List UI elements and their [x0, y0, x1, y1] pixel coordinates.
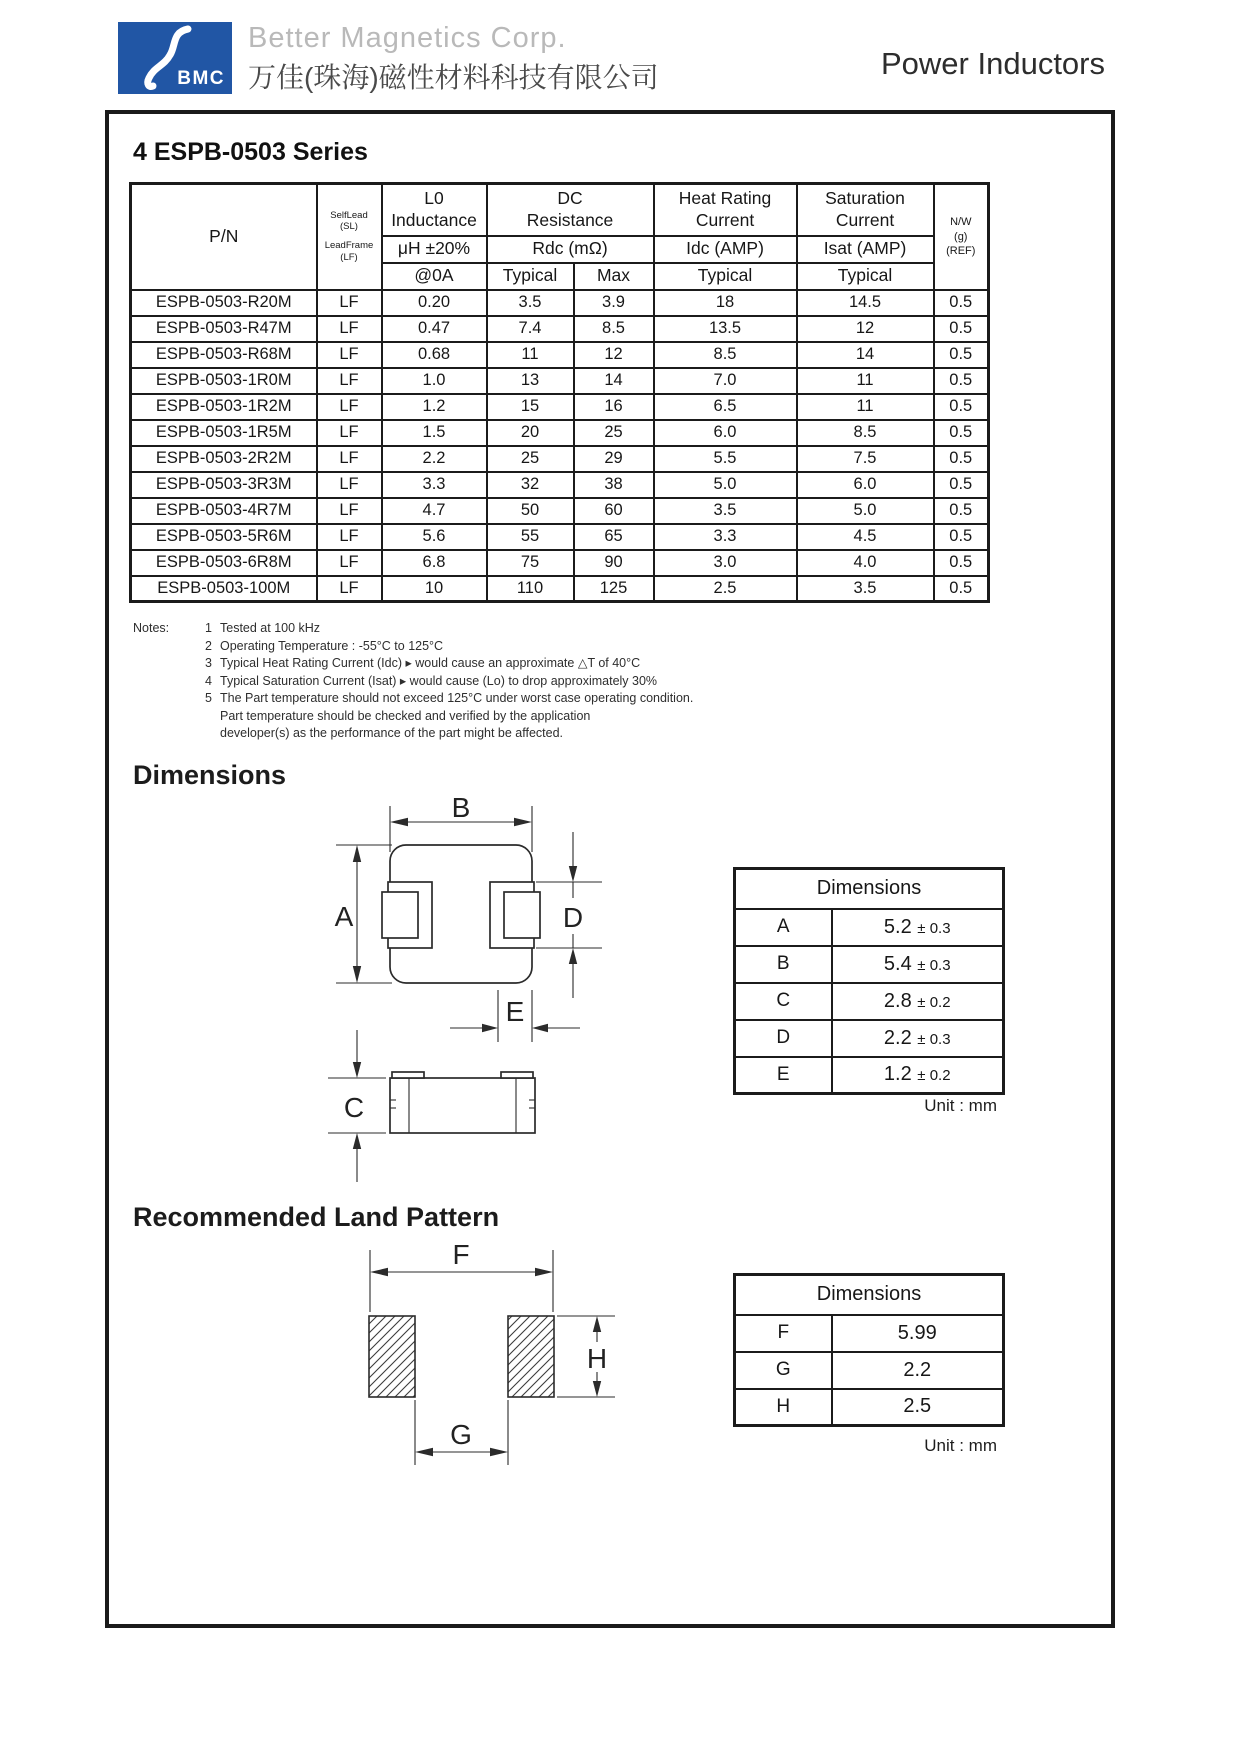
cell-pn: ESPB-0503-1R5M	[131, 420, 317, 446]
col-header-dc-resistance: DC Resistance	[487, 184, 654, 236]
dimension-row	[735, 946, 1004, 983]
cell-pn: ESPB-0503-2R2M	[131, 446, 317, 472]
col-sub-idc-typical: Typical	[654, 263, 797, 290]
col-header-heat-rating: Heat Rating Current	[654, 184, 797, 236]
spec-row	[131, 342, 989, 368]
cell-isat: 11	[797, 394, 934, 420]
dim-e-annotation	[450, 990, 580, 1042]
cell-l0: 6.8	[382, 550, 487, 576]
cell-lead: LF	[317, 342, 382, 368]
cell-idc: 5.5	[654, 446, 797, 472]
dimension-row	[735, 909, 1004, 946]
cell-l0: 10	[382, 576, 487, 602]
cell-rdc-typical: 7.4	[487, 316, 574, 342]
col-header-nw: N/W (g) (REF)	[934, 184, 989, 290]
land-pad-left	[369, 1316, 415, 1397]
unit-note: Unit : mm	[924, 1096, 997, 1115]
dim-g-annotation	[415, 1400, 508, 1465]
cell-rdc-max: 12	[574, 342, 654, 368]
cell-l0: 0.68	[382, 342, 487, 368]
cell-rdc-max: 14	[574, 368, 654, 394]
dim-row-value: 5.99	[832, 1315, 1004, 1352]
spec-row	[131, 394, 989, 420]
cell-l0: 1.5	[382, 420, 487, 446]
cell-idc: 6.5	[654, 394, 797, 420]
cell-pn: ESPB-0503-R20M	[131, 290, 317, 316]
cell-rdc-typical: 55	[487, 524, 574, 550]
cell-idc: 3.3	[654, 524, 797, 550]
cell-rdc-max: 29	[574, 446, 654, 472]
land-pattern-drawing	[300, 1240, 640, 1475]
col-sub-rdc-typical: Typical	[487, 263, 574, 290]
cell-lead: LF	[317, 524, 382, 550]
note-item-continuation: Part temperature should be checked and verified by the application	[220, 708, 591, 723]
dim-label-a: A	[334, 901, 354, 932]
cell-rdc-max: 90	[574, 550, 654, 576]
cell-rdc-typical: 75	[487, 550, 574, 576]
dim-h-annotation	[557, 1316, 615, 1397]
cell-nw: 0.5	[934, 472, 989, 498]
note-item: 2 Operating Temperature : -55°C to 125°C	[205, 638, 444, 653]
cell-idc: 18	[654, 290, 797, 316]
dim-row-value: 5.2 ± 0.3	[832, 909, 1004, 946]
cell-lead: LF	[317, 472, 382, 498]
cell-nw: 0.5	[934, 550, 989, 576]
dim-row-value: 2.2 ± 0.3	[832, 1020, 1004, 1057]
dim-row-label: G	[735, 1352, 832, 1389]
cell-lead: LF	[317, 368, 382, 394]
cell-idc: 8.5	[654, 342, 797, 368]
notes-section	[133, 620, 693, 743]
cell-rdc-max: 8.5	[574, 316, 654, 342]
cell-idc: 5.0	[654, 472, 797, 498]
land-pattern-table-header: Dimensions	[735, 1275, 1004, 1315]
note-item: 3 Typical Heat Rating Current (Idc) ▸ would cause an approximate △T of 40°C	[205, 656, 641, 670]
right-terminal	[490, 882, 540, 948]
dim-label-h: H	[586, 1343, 608, 1374]
bmc-logo	[118, 22, 232, 94]
cell-rdc-max: 38	[574, 472, 654, 498]
dim-label-d: D	[562, 902, 584, 933]
dim-c-annotation	[328, 1030, 386, 1182]
dim-row-value: 1.2 ± 0.2	[832, 1057, 1004, 1094]
dim-label-c: C	[343, 1092, 365, 1123]
spec-table	[129, 182, 990, 603]
logo-abbr: BMC	[177, 68, 225, 89]
land-pattern-table	[733, 1273, 1005, 1427]
cell-rdc-max: 3.9	[574, 290, 654, 316]
dim-row-value: 2.5	[832, 1389, 1004, 1426]
dimensions-table	[733, 867, 1005, 1095]
company-name-cn: 万佳(珠海)磁性材料科技有限公司	[248, 62, 659, 93]
cell-pn: ESPB-0503-R47M	[131, 316, 317, 342]
spec-row	[131, 446, 989, 472]
cell-pn: ESPB-0503-100M	[131, 576, 317, 602]
dimensions-heading: Dimensions	[133, 760, 287, 790]
cell-lead: LF	[317, 420, 382, 446]
content-box	[105, 110, 1115, 1628]
cell-l0: 5.6	[382, 524, 487, 550]
cell-idc: 6.0	[654, 420, 797, 446]
cell-isat: 14.5	[797, 290, 934, 316]
spec-row	[131, 550, 989, 576]
cell-nw: 0.5	[934, 342, 989, 368]
dim-row-label: H	[735, 1389, 832, 1426]
spec-row	[131, 472, 989, 498]
dim-d-annotation	[536, 832, 602, 998]
dim-label-f: F	[452, 1240, 470, 1270]
col-header-saturation: Saturation Current	[797, 184, 934, 236]
spec-row	[131, 576, 989, 602]
cell-isat: 11	[797, 368, 934, 394]
cell-lead: LF	[317, 498, 382, 524]
cell-rdc-typical: 25	[487, 446, 574, 472]
spec-row	[131, 316, 989, 342]
notes-label: Notes:	[133, 621, 170, 635]
cell-isat: 6.0	[797, 472, 934, 498]
lead-line: LeadFrame	[324, 240, 374, 252]
dimension-row	[735, 1315, 1004, 1352]
cell-idc: 7.0	[654, 368, 797, 394]
dimensions-table-header: Dimensions	[735, 869, 1004, 909]
cell-pn: ESPB-0503-R68M	[131, 342, 317, 368]
dim-label-e: E	[505, 996, 525, 1027]
spec-row	[131, 524, 989, 550]
cell-rdc-typical: 13	[487, 368, 574, 394]
note-item-continuation: developer(s) as the performance of the part might be affected.	[220, 726, 564, 740]
notes-list	[205, 620, 693, 743]
dimension-row	[735, 1389, 1004, 1426]
cell-nw: 0.5	[934, 524, 989, 550]
spec-row	[131, 290, 989, 316]
spec-row	[131, 368, 989, 394]
dim-row-label: C	[735, 983, 832, 1020]
lead-line: (SL)	[340, 221, 358, 233]
cell-isat: 4.5	[797, 524, 934, 550]
cell-nw: 0.5	[934, 290, 989, 316]
inductor-side-view	[390, 1072, 535, 1133]
col-sub-rdc-max: Max	[574, 263, 654, 290]
dimension-row	[735, 1020, 1004, 1057]
cell-pn: ESPB-0503-6R8M	[131, 550, 317, 576]
col-header-inductance: L0 Inductance	[382, 184, 487, 236]
spec-row	[131, 420, 989, 446]
unit-note: Unit : mm	[924, 1436, 997, 1455]
note-item: 4 Typical Saturation Current (Isat) ▸ would cause (Lo) to drop approximately 30%	[205, 673, 658, 688]
cell-lead: LF	[317, 394, 382, 420]
cell-l0: 3.3	[382, 472, 487, 498]
cell-lead: LF	[317, 576, 382, 602]
dim-row-label: F	[735, 1315, 832, 1352]
land-pad-right	[508, 1316, 554, 1397]
cell-rdc-max: 60	[574, 498, 654, 524]
cell-l0: 4.7	[382, 498, 487, 524]
dimension-row	[735, 1352, 1004, 1389]
cell-pn: ESPB-0503-4R7M	[131, 498, 317, 524]
cell-idc: 13.5	[654, 316, 797, 342]
cell-nw: 0.5	[934, 394, 989, 420]
cell-l0: 2.2	[382, 446, 487, 472]
cell-lead: LF	[317, 290, 382, 316]
col-unit-l0: μH ±20%	[382, 236, 487, 263]
dim-row-label: E	[735, 1057, 832, 1094]
cell-idc: 3.0	[654, 550, 797, 576]
cell-pn: ESPB-0503-5R6M	[131, 524, 317, 550]
dim-f-annotation	[370, 1240, 553, 1312]
cell-idc: 2.5	[654, 576, 797, 602]
cell-rdc-typical: 15	[487, 394, 574, 420]
cell-rdc-typical: 110	[487, 576, 574, 602]
note-item: 5 The Part temperature should not exceed 125°C under worst case operating condition.	[205, 691, 694, 705]
left-terminal	[382, 882, 432, 948]
cell-rdc-typical: 32	[487, 472, 574, 498]
cell-isat: 5.0	[797, 498, 934, 524]
dimension-row	[735, 1057, 1004, 1094]
cell-rdc-max: 65	[574, 524, 654, 550]
cell-l0: 1.0	[382, 368, 487, 394]
cell-nw: 0.5	[934, 446, 989, 472]
cell-lead: LF	[317, 550, 382, 576]
col-unit-idc: Idc (AMP)	[654, 236, 797, 263]
cell-pn: ESPB-0503-1R0M	[131, 368, 317, 394]
dim-label-g: G	[450, 1419, 472, 1450]
cell-nw: 0.5	[934, 498, 989, 524]
cell-rdc-max: 125	[574, 576, 654, 602]
cell-pn: ESPB-0503-3R3M	[131, 472, 317, 498]
cell-rdc-typical: 50	[487, 498, 574, 524]
cell-rdc-typical: 3.5	[487, 290, 574, 316]
col-sub-isat-typical: Typical	[797, 263, 934, 290]
spec-header-row-1	[131, 184, 989, 236]
cell-rdc-max: 16	[574, 394, 654, 420]
cell-isat: 3.5	[797, 576, 934, 602]
cell-isat: 14	[797, 342, 934, 368]
dim-label-b: B	[451, 792, 471, 823]
spec-row	[131, 498, 989, 524]
dimension-row	[735, 983, 1004, 1020]
col-sub-0a: @0A	[382, 263, 487, 290]
col-unit-rdc: Rdc (mΩ)	[487, 236, 654, 263]
dim-row-label: D	[735, 1020, 832, 1057]
dim-b-annotation	[390, 792, 532, 852]
cell-nw: 0.5	[934, 420, 989, 446]
cell-isat: 8.5	[797, 420, 934, 446]
lead-line: (LF)	[340, 252, 358, 264]
dim-row-label: B	[735, 946, 832, 983]
cell-l0: 0.47	[382, 316, 487, 342]
series-title: 4 ESPB-0503 Series	[133, 138, 368, 166]
cell-idc: 3.5	[654, 498, 797, 524]
cell-rdc-typical: 20	[487, 420, 574, 446]
dimensions-drawing	[270, 790, 640, 1190]
dim-row-value: 5.4 ± 0.3	[832, 946, 1004, 983]
col-unit-isat: Isat (AMP)	[797, 236, 934, 263]
cell-l0: 1.2	[382, 394, 487, 420]
note-item: 1 Tested at 100 kHz	[205, 621, 321, 635]
cell-nw: 0.5	[934, 576, 989, 602]
cell-nw: 0.5	[934, 316, 989, 342]
cell-isat: 4.0	[797, 550, 934, 576]
page-title: Power Inductors	[881, 46, 1105, 81]
company-name-en: Better Magnetics Corp.	[248, 22, 567, 54]
land-pattern-heading: Recommended Land Pattern	[133, 1202, 500, 1232]
cell-l0: 0.20	[382, 290, 487, 316]
dim-row-label: A	[735, 909, 832, 946]
col-header-pn: P/N	[131, 184, 317, 290]
cell-lead: LF	[317, 316, 382, 342]
cell-isat: 12	[797, 316, 934, 342]
cell-pn: ESPB-0503-1R2M	[131, 394, 317, 420]
cell-nw: 0.5	[934, 368, 989, 394]
cell-rdc-typical: 11	[487, 342, 574, 368]
cell-lead: LF	[317, 446, 382, 472]
lead-line: SelfLead	[330, 209, 368, 221]
dim-row-value: 2.2	[832, 1352, 1004, 1389]
cell-rdc-max: 25	[574, 420, 654, 446]
col-header-lead	[317, 184, 382, 290]
cell-isat: 7.5	[797, 446, 934, 472]
dim-row-value: 2.8 ± 0.2	[832, 983, 1004, 1020]
